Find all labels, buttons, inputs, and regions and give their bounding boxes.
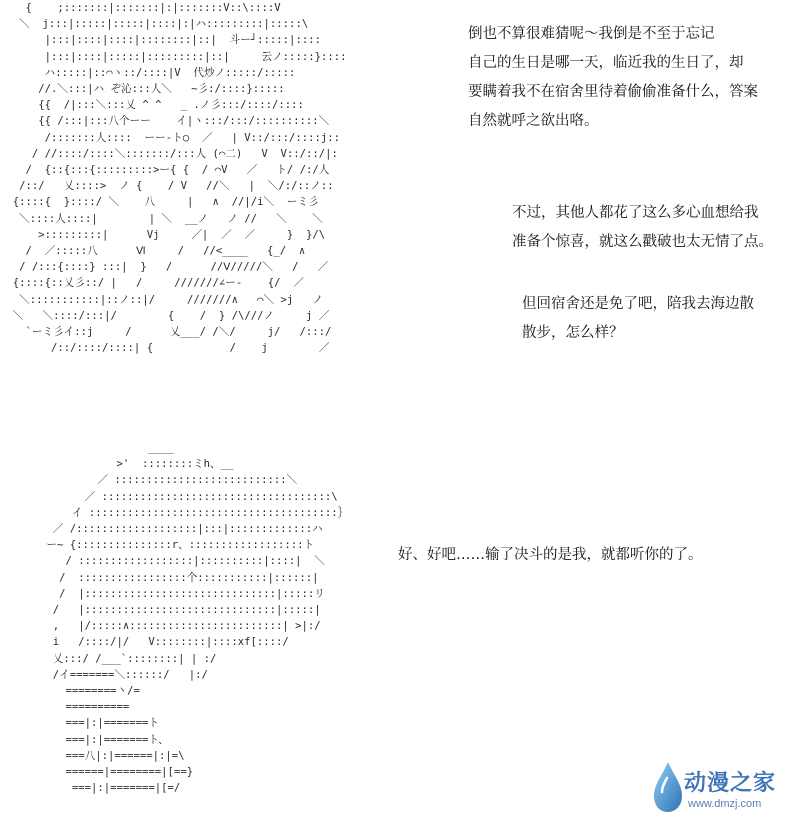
- speech-line: 不过，其他人都花了这么多心血想给我: [512, 205, 759, 221]
- watermark-site-name: 动漫之家: [684, 771, 777, 796]
- water-drop-icon: [648, 758, 688, 820]
- speech-line: 准备个惊喜，就这么戳破也太无情了点。: [512, 234, 773, 250]
- speech-line: 倒也不算很难猜呢～我倒是不至于忘记: [468, 26, 715, 42]
- speech-block-2: [512, 199, 773, 257]
- speech-block-1: [468, 20, 758, 136]
- ascii-art-character-bottom: ____ >' ::::::::ミh、__ ／ :::::::::::::::::::::::::::＼ ／ ::::::::::::::::::::::::::::::::::::\ イ :::::::::::::::::::::::::::::::::::::::｝ ／ /:::::::::::::::::::|:::|:::::::::::::ハ ー~ {:::::::::::::::r、::::::::::::::::::ト / ::::::::::::::::::|::::::::::|::::| ＼ / :::::::::::::::::个:::::::::::|::::::| / |::::::::::::::::::::::::::::::|:::::リ / |::::::::::::::::::::::::::::::|:::::| , |/:::::∧::::::::::::::::::::::::| >|:/ i /::::/|/ V::::::::|::::xf[::::/ 乂:::/ /___`::::::::| | :/ /イ=======＼::::::/ |:/ ========丶/= ========== ===|:|=======ト ===|:|=======ト、 ===八|:|======|:|=\ ======|========|[==} ===|:|=======|[=/: [46, 442, 349, 795]
- speech-line: 好、好吧……输了决斗的是我，就都听你的了。: [398, 547, 703, 563]
- site-watermark: [648, 758, 798, 820]
- speech-block-4: [398, 541, 703, 570]
- speech-block-3: [522, 290, 754, 348]
- speech-line: 自然就呼之欲出咯。: [468, 113, 599, 129]
- speech-line: 但回宿舍还是免了吧，陪我去海边散: [522, 296, 754, 312]
- speech-line: 要瞒着我不在宿舍里待着偷偷准备什么，答案: [468, 84, 758, 100]
- speech-line: 散步，怎么样？: [522, 325, 624, 341]
- speech-line: 自己的生日是哪一天，临近我的生日了，却: [468, 55, 744, 71]
- watermark-url: www.dmzj.com: [688, 798, 762, 810]
- ascii-art-character-top: { ;:::::::|:::::::|:|:::::::V::\::::V ＼ j:::|:::::|:::::|::::|:|ハ:::::::::|:::::\ |:::|::::|::::|::::::::|::| 斗ー┘:::::|:::: |:::|::::|:::::|:::::::::|::| ̄云ノ:::::}:::: ハ:::::|::⌒ヽ::/::::|V 代炒ノ:::::/::::: //.＼:::|ハ ぞ沁:::人＼ ~彡:/::::}::::: {{ /|:::＼:::乂 ^ ^ _ .ノ彡:::/::::/:::: {{ /:::|:::八个ーー イ|ヽ:::/:::/::::::::::＼ /:::::::人:::: ーー‐ト○ ／ | V::/:::/::::j:: / //::::/::::＼:::::::/:::人 (⌒二) V V::/::/|: / {::{:::{:::::::::>ー{ { / ⌒V ／ ト/ /:/人 /::/ 乂::::> ノ { / V //＼ | ＼/:/::ノ:: {::::{ }::::/ ＼ 八 | ∧ //|/i＼ ーミ彡 ＼::::人::::| | ＼ __ノ ノ // ＼ ＼ >:::::::::| Vj ／| ／ ／ } }/\ / ／:::::八 Ⅵ / //<____ {_/ ∧ / /:::{::::} :::| } / //Ⅴ/////＼ / ／ {::::{::乂彡::/ | / ///////∠ー‐ {/ ／ ＼:::::::::::|::ノ::|/ ///////∧ ⌒＼ >j ノ ＼ ＼::::/:::|/ { / } /\///ノ j ／ `ーミ彡イ::j / 乂___/ /＼/ j/ /:::/ /::/::::/::::| { / j ／: [12, 2, 347, 355]
